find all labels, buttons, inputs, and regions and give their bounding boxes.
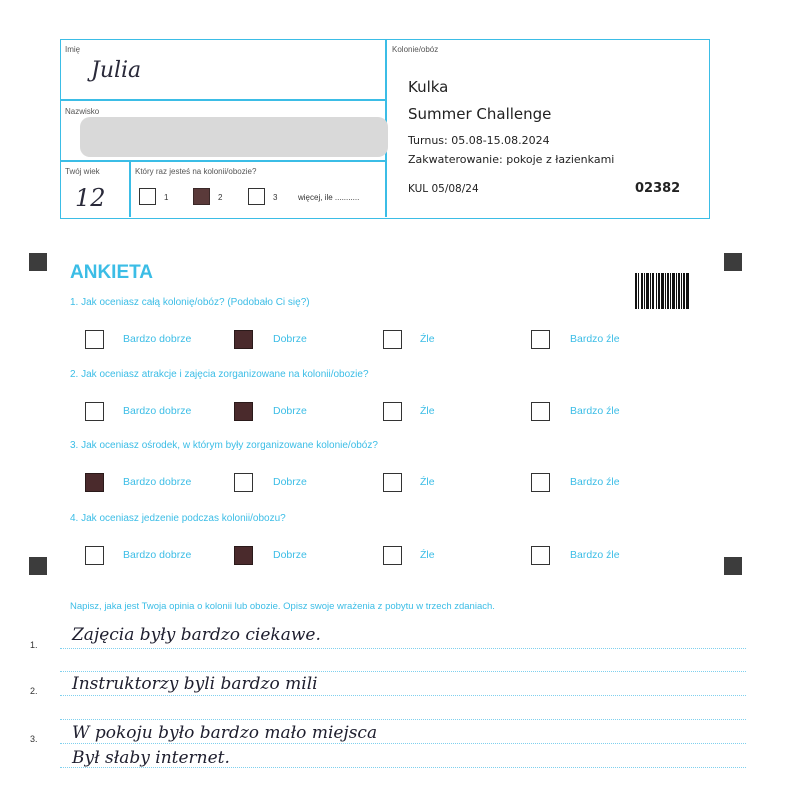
q3-option-label: Bardzo dobrze	[123, 476, 192, 488]
q4-option-label: Dobrze	[273, 549, 307, 561]
times-option-1: 1	[164, 193, 169, 202]
age-label: Twój wiek	[65, 167, 100, 176]
q4-option-checkbox[interactable]	[383, 546, 402, 565]
question-3: 3. Jak oceniasz ośrodek, w którym były zorganizowane kolonie/obóz?	[70, 440, 378, 451]
camp-code: KUL 05/08/24	[408, 183, 479, 195]
answer-line	[60, 695, 746, 696]
q4-option-checkbox[interactable]	[234, 546, 253, 565]
handwritten-answer-2: Instruktorzy byli bardzo mili	[72, 674, 318, 694]
surname-redaction	[80, 117, 388, 157]
answer-line	[60, 648, 746, 649]
q3-option-label: Dobrze	[273, 476, 307, 488]
line-number: 3.	[30, 734, 38, 744]
handwritten-answer-4: Był słaby internet.	[72, 748, 230, 768]
question-1: 1. Jak oceniasz całą kolonię/obóz? (Podobało Ci się?)	[70, 297, 310, 308]
registration-marker	[724, 253, 742, 271]
age-value: 12	[75, 184, 106, 212]
times-label: Który raz jesteś na kolonii/obozie?	[135, 167, 257, 176]
times-checkbox-1[interactable]	[139, 188, 156, 205]
q1-option-checkbox[interactable]	[383, 330, 402, 349]
q3-option-checkbox[interactable]	[531, 473, 550, 492]
q3-option-label: Bardzo źle	[570, 476, 620, 488]
survey-title: ANKIETA	[70, 262, 154, 283]
q2-option-checkbox[interactable]	[85, 402, 104, 421]
barcode	[635, 273, 689, 309]
camp-name-line2: Summer Challenge	[408, 105, 552, 123]
first-name-value: Julia	[91, 58, 142, 83]
accommodation: Zakwaterowanie: pokoje z łazienkami	[408, 153, 615, 166]
times-checkbox-2[interactable]	[193, 188, 210, 205]
header-divider	[129, 160, 131, 217]
registration-marker	[724, 557, 742, 575]
line-number: 1.	[30, 640, 38, 650]
q3-option-label: Źle	[420, 476, 435, 488]
times-option-3: 3	[273, 193, 278, 202]
handwritten-answer-1: Zajęcia były bardzo ciekawe.	[72, 625, 321, 645]
q4-option-label: Bardzo dobrze	[123, 549, 192, 561]
camp-label: Kolonie/obóz	[392, 45, 439, 54]
turnus: Turnus: 05.08-15.08.2024	[408, 134, 550, 147]
form-number: 02382	[635, 181, 681, 196]
q2-option-label: Źle	[420, 405, 435, 417]
q2-option-checkbox[interactable]	[234, 402, 253, 421]
q1-option-label: Źle	[420, 333, 435, 345]
q2-option-label: Bardzo dobrze	[123, 405, 192, 417]
question-4: 4. Jak oceniasz jedzenie podczas kolonii/obozu?	[70, 513, 286, 524]
q2-option-label: Bardzo źle	[570, 405, 620, 417]
answer-line	[60, 671, 746, 672]
answer-line	[60, 719, 746, 720]
opinion-instruction: Napisz, jaka jest Twoja opinia o kolonii lub obozie. Opisz swoje wrażenia z pobytu w trzech zdaniach.	[70, 601, 495, 612]
q2-option-checkbox[interactable]	[531, 402, 550, 421]
q4-option-label: Źle	[420, 549, 435, 561]
handwritten-answer-3: W pokoju było bardzo mało miejsca	[72, 723, 378, 743]
q3-option-checkbox[interactable]	[383, 473, 402, 492]
q3-option-checkbox[interactable]	[234, 473, 253, 492]
q1-option-label: Bardzo dobrze	[123, 333, 192, 345]
q2-option-label: Dobrze	[273, 405, 307, 417]
times-checkbox-3[interactable]	[248, 188, 265, 205]
q4-option-checkbox[interactable]	[85, 546, 104, 565]
q1-option-checkbox[interactable]	[85, 330, 104, 349]
times-option-more: więcej, ile ...........	[298, 193, 360, 202]
first-name-label: Imię	[65, 45, 81, 54]
q4-option-label: Bardzo źle	[570, 549, 620, 561]
question-2: 2. Jak oceniasz atrakcje i zajęcia zorganizowane na kolonii/obozie?	[70, 369, 369, 380]
times-option-2: 2	[218, 193, 223, 202]
q1-option-label: Bardzo źle	[570, 333, 620, 345]
answer-line	[60, 743, 746, 744]
q2-option-checkbox[interactable]	[383, 402, 402, 421]
q1-option-checkbox[interactable]	[531, 330, 550, 349]
q1-option-label: Dobrze	[273, 333, 307, 345]
q3-option-checkbox[interactable]	[85, 473, 104, 492]
header-divider	[61, 99, 385, 101]
q4-option-checkbox[interactable]	[531, 546, 550, 565]
registration-marker	[29, 557, 47, 575]
camp-name-line1: Kulka	[408, 78, 449, 96]
q1-option-checkbox[interactable]	[234, 330, 253, 349]
surname-label: Nazwisko	[65, 107, 100, 116]
registration-marker	[29, 253, 47, 271]
line-number: 2.	[30, 686, 38, 696]
header-divider	[61, 160, 385, 162]
